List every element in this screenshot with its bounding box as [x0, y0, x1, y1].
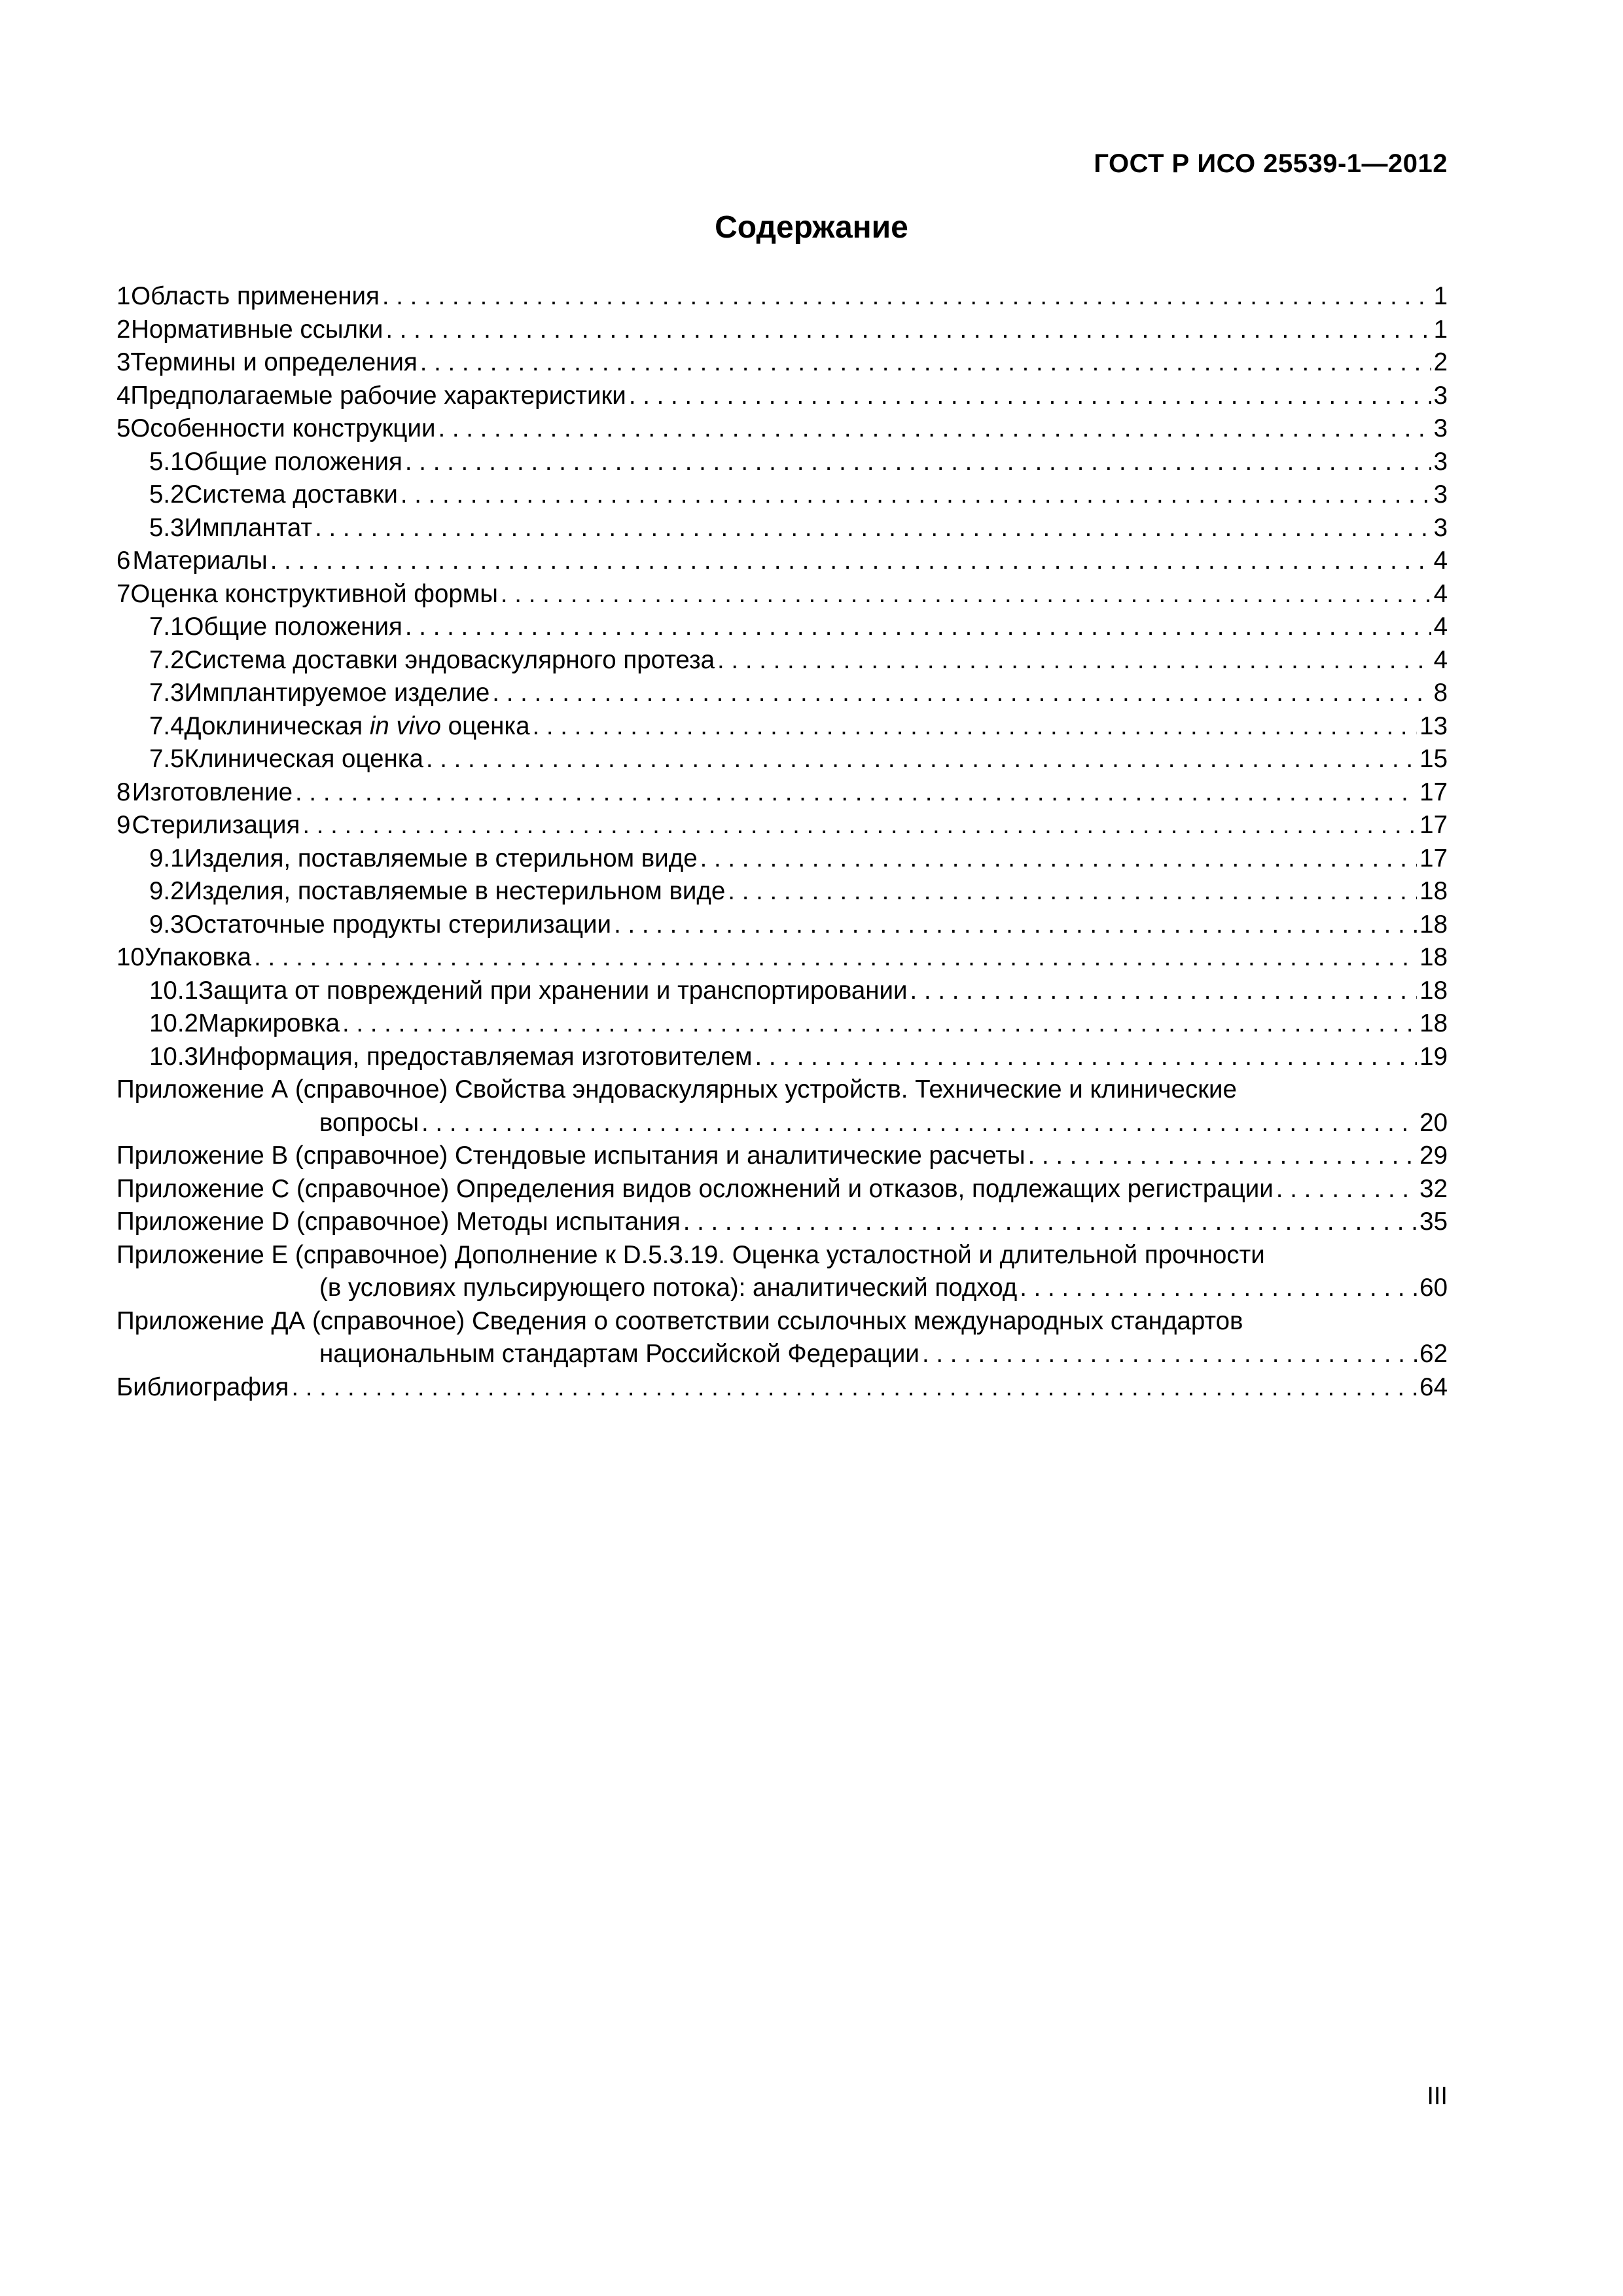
- toc-entry-page: 4: [1433, 645, 1448, 674]
- dot-leader: [1020, 1272, 1417, 1305]
- dot-leader: [910, 975, 1418, 1008]
- annex-entry-line[interactable]: Приложение Е (справочное) Дополнение к D.5.3.19. Оценка усталостной и длительной прочности: [116, 1240, 1265, 1269]
- dot-leader: [405, 446, 1431, 479]
- dot-leader: [700, 842, 1418, 876]
- annex-entry-title: Приложение С (справочное) Определения видов осложнений и отказов, подлежащих регистрации: [116, 1174, 1274, 1203]
- toc-entry-page: 3: [1433, 414, 1448, 442]
- annex-entry-page: 62: [1419, 1340, 1448, 1368]
- annex-entry-page: 29: [1419, 1141, 1448, 1170]
- toc-entry[interactable]: [116, 809, 1448, 842]
- annex-entry-title: Приложение В (справочное) Стендовые испытания и аналитические расчеты: [116, 1141, 1026, 1170]
- toc-subentry[interactable]: [116, 842, 1448, 876]
- toc-entry-number: 5.1: [149, 447, 185, 476]
- annex-entry-title: Библиография: [116, 1372, 289, 1401]
- toc-entry-number: 4: [116, 381, 131, 410]
- toc-entry-title: Общие положения: [184, 447, 402, 476]
- toc-entry-page: 3: [1433, 513, 1448, 542]
- toc-entry[interactable]: [116, 280, 1448, 314]
- toc-entry-number: 9: [116, 811, 131, 839]
- toc-entry[interactable]: [116, 314, 1448, 347]
- dot-leader: [315, 512, 1431, 545]
- annex-entry-page: 60: [1419, 1274, 1448, 1302]
- toc-subentry[interactable]: [116, 478, 1448, 512]
- annex-entry-line[interactable]: Приложение А (справочное) Свойства эндоваскулярных устройств. Технические и клинические: [116, 1075, 1237, 1103]
- toc-entry-number: 7.2: [149, 645, 185, 674]
- annex-entry-title: национальным стандартам Российской Федерации: [319, 1340, 919, 1368]
- toc-entry-title: Термины и определения: [130, 348, 418, 376]
- toc-entry-page: 8: [1433, 679, 1448, 707]
- toc-entry-page: 3: [1433, 381, 1448, 410]
- toc-entry-number: 7.4: [149, 711, 185, 740]
- title-part: оценка: [440, 711, 530, 740]
- toc-entry-title: Защита от повреждений при хранении и транспортировании: [198, 976, 908, 1005]
- toc-subentry[interactable]: [116, 1007, 1448, 1041]
- toc-entry-page: 18: [1419, 910, 1448, 939]
- toc-subentry[interactable]: [116, 710, 1448, 744]
- dot-leader: [270, 545, 1431, 578]
- annex-entry[interactable]: [116, 1338, 1448, 1371]
- toc-entry-title: Изделия, поставляемые в стерильном виде: [184, 844, 698, 872]
- toc-subentry[interactable]: [116, 908, 1448, 942]
- toc-entry-title: Информация, предоставляемая изготовителем: [198, 1042, 753, 1071]
- dot-leader: [291, 1371, 1417, 1405]
- dot-leader: [426, 743, 1417, 776]
- toc-entry-title: Оценка конструктивной формы: [130, 579, 498, 608]
- toc-entry-page: 17: [1419, 811, 1448, 839]
- toc-entry-title: Имплантируемое изделие: [184, 679, 490, 707]
- dot-leader: [420, 346, 1431, 380]
- toc-subentry[interactable]: [116, 644, 1448, 677]
- annex-entry[interactable]: [116, 1139, 1448, 1173]
- toc-entry-page: 2: [1433, 348, 1448, 376]
- toc-entry-number: 2: [116, 315, 131, 344]
- toc-entry-title: Изделия, поставляемые в нестерильном виде: [184, 877, 726, 905]
- toc-subentry[interactable]: [116, 677, 1448, 710]
- toc-entry-number: 10: [116, 943, 145, 971]
- dot-leader: [295, 776, 1417, 810]
- dot-leader: [533, 710, 1418, 744]
- dot-leader: [342, 1007, 1417, 1041]
- toc-entry-title: Система доставки эндоваскулярного протеза: [184, 645, 715, 674]
- toc-entry-title: [185, 710, 530, 744]
- toc-subentry[interactable]: [116, 1041, 1448, 1074]
- annex-entry[interactable]: [116, 1206, 1448, 1239]
- toc-entry-page: 1: [1433, 315, 1448, 344]
- toc-entry-number: 10.2: [149, 1009, 198, 1037]
- italic-term: in vivo: [369, 711, 441, 740]
- toc-entry-page: 15: [1419, 745, 1448, 773]
- annex-entry-line[interactable]: Приложение ДА (справочное) Сведения о соответствии ссылочных международных стандартов: [116, 1306, 1243, 1335]
- toc-entry-page: 13: [1419, 711, 1448, 740]
- toc-entry-title: Материалы: [132, 547, 268, 575]
- toc-title: Содержание: [715, 210, 908, 245]
- dot-leader: [254, 941, 1417, 975]
- toc-entry-number: 10.1: [149, 976, 198, 1005]
- toc-entry-number: 7.5: [149, 745, 185, 773]
- toc-entry-page: 3: [1433, 480, 1448, 509]
- annex-entry-page: 35: [1419, 1208, 1448, 1236]
- dot-leader: [629, 380, 1431, 413]
- toc-entry[interactable]: [116, 776, 1448, 810]
- dot-leader: [1276, 1173, 1417, 1206]
- dot-leader: [302, 809, 1417, 842]
- dot-leader: [717, 644, 1431, 677]
- toc-entry-title: Особенности конструкции: [130, 414, 436, 442]
- toc-entry-page: 1: [1433, 282, 1448, 310]
- dot-leader: [382, 280, 1431, 314]
- toc-entry-page: 18: [1419, 976, 1448, 1005]
- toc-entry[interactable]: [116, 346, 1448, 380]
- toc-entry-number: 9.3: [149, 910, 185, 939]
- toc-entry-number: 7.1: [149, 613, 185, 641]
- toc-entry-title: Остаточные продукты стерилизации: [184, 910, 612, 939]
- dot-leader: [385, 314, 1431, 347]
- annex-entry[interactable]: [116, 1173, 1448, 1206]
- toc-subentry[interactable]: [116, 446, 1448, 479]
- toc-entry-number: 5: [116, 414, 131, 442]
- toc-entry-page: 17: [1419, 844, 1448, 872]
- standard-code: ГОСТ Р ИСО 25539-1—2012: [1094, 149, 1448, 178]
- dot-leader: [755, 1041, 1418, 1074]
- toc-entry-page: 4: [1433, 613, 1448, 641]
- table-of-contents: [116, 280, 1448, 1404]
- toc-entry-number: 10.3: [149, 1042, 198, 1071]
- toc-entry-title: Стерилизация: [132, 811, 300, 839]
- toc-subentry[interactable]: [116, 875, 1448, 908]
- page-number: III: [1427, 2083, 1448, 2110]
- toc-entry-title: Система доставки: [184, 480, 398, 509]
- toc-subentry[interactable]: [116, 512, 1448, 545]
- toc-entry-page: 4: [1433, 547, 1448, 575]
- toc-entry-page: 17: [1419, 778, 1448, 806]
- toc-entry[interactable]: [116, 941, 1448, 975]
- annex-entry-page: 20: [1419, 1108, 1448, 1137]
- toc-entry-title: Маркировка: [198, 1009, 340, 1037]
- dot-leader: [401, 478, 1431, 512]
- toc-entry-title: Упаковка: [144, 943, 252, 971]
- toc-entry-number: 7: [116, 579, 131, 608]
- toc-entry[interactable]: [116, 545, 1448, 578]
- toc-entry-number: 3: [116, 348, 131, 376]
- toc-entry-number: 1: [116, 282, 131, 310]
- toc-entry-page: 18: [1419, 943, 1448, 971]
- annex-entry-title: (в условиях пульсирующего потока): аналитический подход: [319, 1274, 1018, 1302]
- toc-subentry[interactable]: [116, 743, 1448, 776]
- dot-leader: [1028, 1139, 1418, 1173]
- toc-entry[interactable]: [116, 380, 1448, 413]
- dot-leader: [438, 412, 1431, 446]
- toc-entry-number: 8: [116, 778, 131, 806]
- toc-subentry[interactable]: [116, 611, 1448, 644]
- annex-entry-title: Приложение D (справочное) Методы испытания: [116, 1208, 681, 1236]
- annex-entry-page: 32: [1419, 1174, 1448, 1203]
- toc-entry-title: Общие положения: [184, 613, 402, 641]
- dot-leader: [683, 1206, 1417, 1239]
- dot-leader: [614, 908, 1417, 942]
- toc-entry-page: 18: [1419, 877, 1448, 905]
- dot-leader: [728, 875, 1417, 908]
- toc-entry-title: Изготовление: [132, 778, 293, 806]
- toc-entry-number: 5.3: [149, 513, 185, 542]
- toc-entry-number: 7.3: [149, 679, 185, 707]
- toc-entry-number: 6: [116, 547, 131, 575]
- toc-subentry[interactable]: [116, 975, 1448, 1008]
- toc-entry-title: Нормативные ссылки: [131, 315, 383, 344]
- toc-entry-page: 4: [1433, 579, 1448, 608]
- toc-entry-title: Предполагаемые рабочие характеристики: [130, 381, 626, 410]
- toc-entry[interactable]: [116, 412, 1448, 446]
- dot-leader: [501, 578, 1431, 611]
- annex-entry-title: вопросы: [319, 1108, 419, 1137]
- toc-entry-number: 9.2: [149, 877, 185, 905]
- annex-entry-page: 64: [1419, 1372, 1448, 1401]
- toc-entry-number: 9.1: [149, 844, 185, 872]
- toc-entry-page: 3: [1433, 447, 1448, 476]
- toc-entry-page: 19: [1419, 1042, 1448, 1071]
- toc-entry-number: 5.2: [149, 480, 185, 509]
- title-part: Доклиническая: [184, 711, 370, 740]
- annex-entry[interactable]: [116, 1107, 1448, 1140]
- dot-leader: [405, 611, 1431, 644]
- toc-entry-title: Имплантат: [184, 513, 313, 542]
- dot-leader: [492, 677, 1431, 710]
- annex-entry[interactable]: [116, 1272, 1448, 1305]
- toc-entry-title: Клиническая оценка: [184, 745, 423, 773]
- toc-entry-page: 18: [1419, 1009, 1448, 1037]
- bibliography-entry[interactable]: [116, 1371, 1448, 1405]
- dot-leader: [421, 1107, 1417, 1140]
- dot-leader: [922, 1338, 1417, 1371]
- toc-entry[interactable]: [116, 578, 1448, 611]
- toc-entry-title: Область применения: [131, 282, 380, 310]
